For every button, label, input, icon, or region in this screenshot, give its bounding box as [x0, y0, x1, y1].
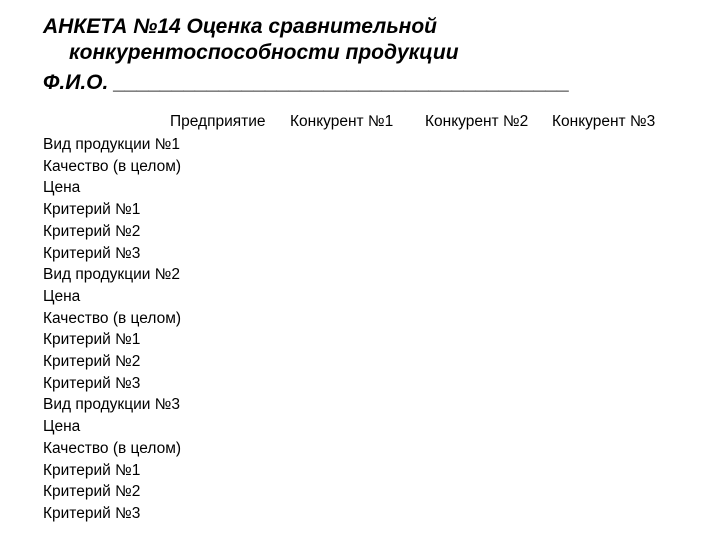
title-line-2: конкурентоспособности продукции — [69, 41, 459, 64]
list-item: Критерий №3 — [43, 244, 141, 262]
list-item: Критерий №1 — [43, 461, 141, 479]
list-item: Критерий №2 — [43, 353, 141, 371]
fio-field-label: Ф.И.О. _______________________________________ — [43, 71, 570, 94]
list-item: Критерий №1 — [43, 201, 141, 219]
column-header-competitor-2: Конкурент №2 — [425, 113, 529, 130]
list-item: Цена — [43, 418, 81, 436]
list-item: Критерий №2 — [43, 483, 141, 501]
list-item-product-2: Вид продукции №2 — [43, 266, 180, 284]
column-header-competitor-1: Конкурент №1 — [290, 113, 394, 130]
list-item: Качество (в целом) — [43, 439, 182, 457]
list-item-product-3: Вид продукции №3 — [43, 396, 180, 414]
page-title — [43, 14, 703, 66]
criteria-list — [43, 134, 181, 525]
list-item: Цена — [43, 287, 81, 305]
column-header-enterprise: Предприятие — [170, 113, 266, 130]
list-item-product-1: Вид продукции №1 — [43, 136, 180, 153]
table-header-row — [0, 112, 720, 132]
list-item: Критерий №1 — [43, 331, 141, 349]
list-item: Критерий №3 — [43, 504, 141, 522]
list-item: Критерий №2 — [43, 222, 141, 240]
list-item: Качество (в целом) — [43, 309, 182, 327]
title-line-1: АНКЕТА №14 Оценка сравнительной — [43, 15, 437, 38]
list-item: Критерий №3 — [43, 374, 141, 392]
list-item: Качество (в целом) — [43, 157, 182, 175]
list-item: Цена — [43, 179, 81, 197]
column-header-competitor-3: Конкурент №3 — [552, 113, 656, 130]
